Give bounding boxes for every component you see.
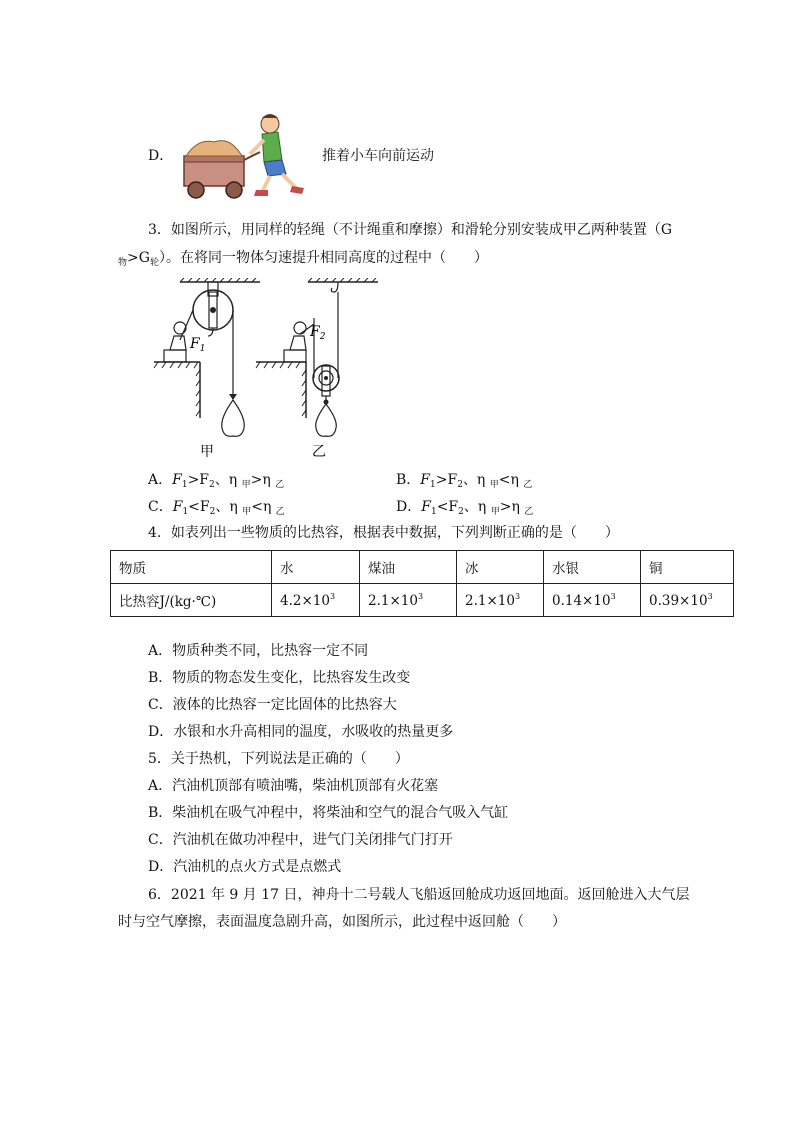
q3-stem-line1: 3．如图所示，用同样的轻绳（不计绳重和摩擦）和滑轮分别安装成甲乙两种装置（G	[148, 222, 673, 238]
q4-option-d: D．水银和水升高相同的温度，水吸收的热量更多	[148, 724, 454, 740]
q5-option-d: D．汽油机的点火方式是点燃式	[148, 859, 342, 875]
table-cell: $2.1\times 10^3$	[457, 584, 544, 617]
q3-option-c: C．$F_1<F_2$、η $_甲$<η $_乙$	[148, 499, 285, 517]
q5-stem: 5．关于热机，下列说法是正确的（ ）	[148, 751, 409, 767]
option-d-text: 推着小车向前运动	[322, 148, 434, 164]
table-header-cell: 水银	[544, 551, 641, 584]
table-cell: $0.39\times 10^3$	[641, 584, 734, 617]
q5-option-a: A．汽油机顶部有喷油嘴，柴油机顶部有火花塞	[148, 778, 439, 794]
q3-option-b: B．$F_1>F_2$、η $_甲$<η $_乙$	[396, 472, 533, 490]
label-jia: 甲	[200, 444, 214, 460]
q3-stem-line2: $_物>G_轮$）。在将同一物体匀速提升相同高度的过程中（ ）	[118, 250, 488, 268]
f2-label: $F_2$	[310, 324, 326, 342]
label-yi: 乙	[312, 444, 326, 460]
pulley-figure	[150, 278, 380, 463]
table-header-row	[111, 551, 734, 584]
q6-stem-line2: 时与空气摩擦，表面温度急剧升高，如图所示，此过程中返回舱（ ）	[118, 914, 566, 930]
q6-stem-line1: 6．2021 年 9 月 17 日，神舟十二号载人飞船返回舱成功返回地面。返回舱进入大气层	[148, 887, 690, 903]
cart-push-illustration	[178, 108, 308, 200]
table-header-cell: 煤油	[360, 551, 457, 584]
table-cell: $2.1\times 10^3$	[360, 584, 457, 617]
table-header-cell: 物质	[111, 551, 272, 584]
q3-option-d: D．$F_1<F_2$、η $_甲$>η $_乙$	[396, 499, 534, 517]
q5-option-c: C．汽油机在做功冲程中，进气门关闭排气门打开	[148, 832, 453, 848]
table-cell: $0.14\times 10^3$	[544, 584, 641, 617]
option-d-letter: D．	[148, 148, 174, 164]
q4-option-b: B．物质的物态发生变化，比热容发生改变	[148, 670, 411, 686]
table-header-cell: 水	[272, 551, 360, 584]
table-cell: $4.2\times 10^3$	[272, 584, 360, 617]
q4-stem: 4．如表列出一些物质的比热容，根据表中数据，下列判断正确的是（ ）	[148, 525, 619, 541]
table-row-label: 比热容J/(kg·℃)	[111, 584, 272, 617]
q3-option-a: A．$F_1>F_2$、η $_甲$>η $_乙$	[148, 472, 285, 490]
q5-option-b: B．柴油机在吸气冲程中，将柴油和空气的混合气吸入气缸	[148, 805, 509, 821]
table-header-cell: 铜	[641, 551, 734, 584]
table-row	[111, 584, 734, 617]
q4-option-c: C．液体的比热容一定比固体的比热容大	[148, 697, 397, 713]
q4-option-a: A．物质种类不同，比热容一定不同	[148, 643, 369, 659]
f1-label: $F_1$	[190, 336, 206, 354]
table-header-cell: 冰	[457, 551, 544, 584]
specific-heat-table	[110, 550, 734, 617]
